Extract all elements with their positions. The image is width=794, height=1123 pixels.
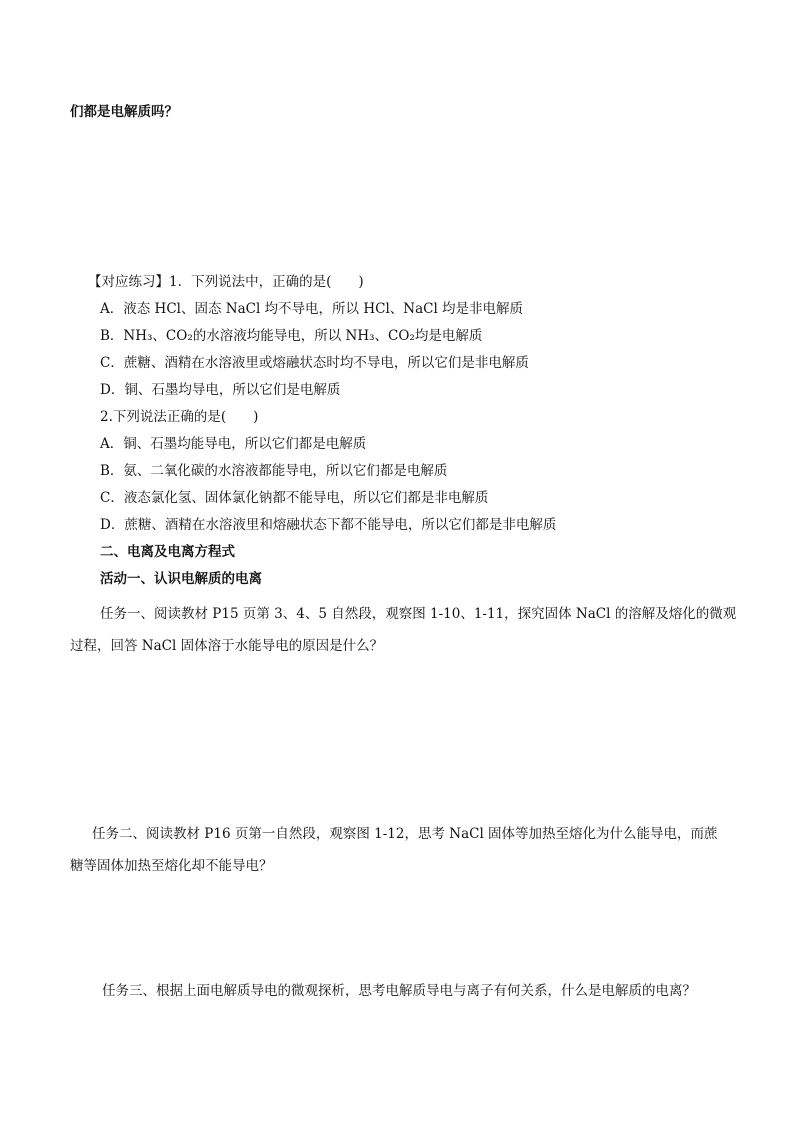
task1-line2: 过程，回答 NaCl 固体溶于水能导电的原因是什么？	[70, 638, 384, 654]
practice-q1-option-d: D．铜、石墨均导电，所以它们是电解质	[100, 382, 341, 398]
practice-q2-option-a: A．铜、石墨均能导电，所以它们都是电解质	[100, 436, 367, 452]
practice-q1-stem: 【对应练习】1．下列说法中，正确的是( )	[88, 274, 364, 290]
practice-q2-option-b: B．氨、二氧化碳的水溶液都能导电，所以它们都是电解质	[100, 463, 448, 479]
task2-line1: 任务二、阅读教材 P16 页第一自然段，观察图 1-12，思考 NaCl 固体等加热至熔化为什么能导电，而蔗	[92, 826, 718, 842]
task3-line1: 任务三、根据上面电解质导电的微观探析，思考电解质导电与离子有何关系，什么是电解质的电离？	[102, 983, 696, 999]
section-title: 二、电离及电离方程式	[100, 544, 235, 560]
practice-q1-option-c: C．蔗糖、酒精在水溶液里或熔融状态时均不导电，所以它们是非电解质	[100, 355, 529, 371]
activity-title: 活动一、认识电解质的电离	[100, 571, 262, 587]
practice-q2-option-d: D．蔗糖、酒精在水溶液里和熔融状态下都不能导电，所以它们都是非电解质	[100, 517, 557, 533]
practice-q2-stem: 2.下列说法正确的是( )	[100, 409, 259, 425]
intro-line: 们都是电解质吗？	[70, 104, 178, 120]
practice-q1-option-a: A．液态 HCl、固态 NaCl 均不导电，所以 HCl、NaCl 均是非电解质	[100, 301, 524, 317]
task1-line1: 任务一、阅读教材 P15 页第 3、4、5 自然段，观察图 1-10、1-11，探究固体 NaCl 的溶解及熔化的微观	[100, 606, 737, 622]
practice-q1-option-b: B．NH₃、CO₂的水溶液均能导电，所以 NH₃、CO₂均是电解质	[100, 328, 483, 344]
practice-q2-option-c: C．液态氯化氢、固体氯化钠都不能导电，所以它们都是非电解质	[100, 490, 489, 506]
task2-line2: 糖等固体加热至熔化却不能导电？	[70, 858, 273, 874]
